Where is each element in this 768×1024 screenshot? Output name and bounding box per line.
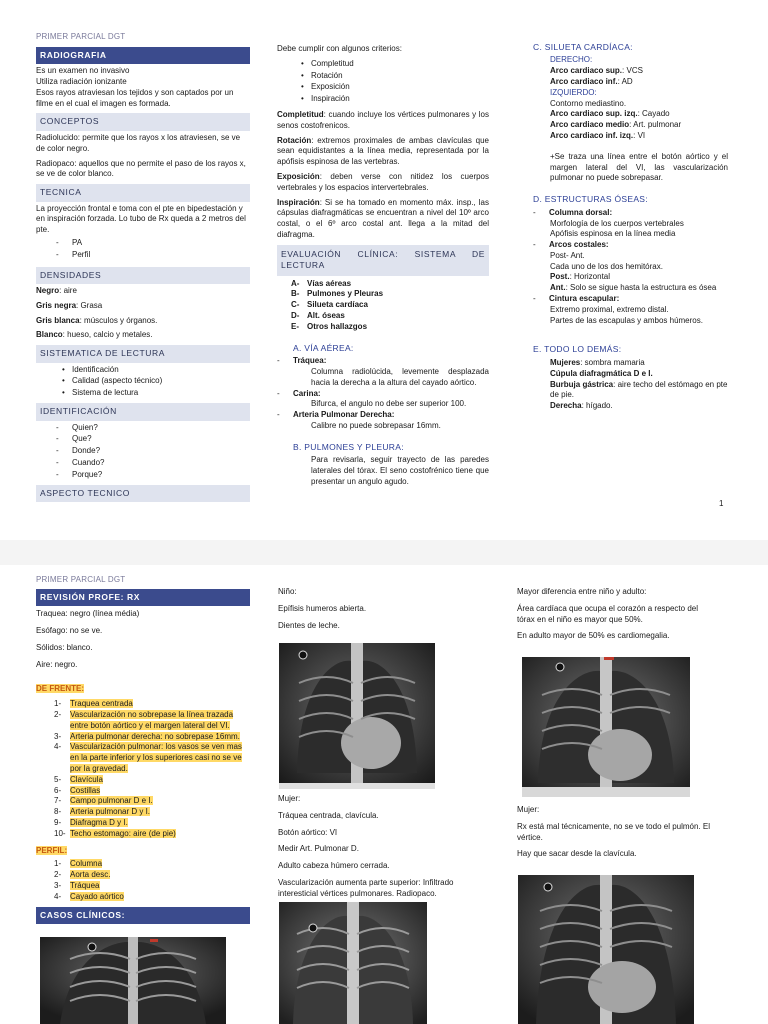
radiografia-line: Utiliza radiación ionizante xyxy=(36,77,127,87)
label-derecho: DERECHO: xyxy=(550,55,593,65)
list-item: 6- Costillas xyxy=(54,785,101,795)
diferencia-line: En adulto mayor de 50% es cardiomegalia. xyxy=(517,631,670,641)
chest-xray-image xyxy=(279,902,427,1024)
mujer-line: Hay que sacar desde la clavícula. xyxy=(517,849,637,859)
section-aspecto-tecnico: ASPECTO TECNICO xyxy=(36,485,250,502)
list-item: A- Vías aéreas xyxy=(291,278,352,288)
page-number: 1 xyxy=(719,499,724,508)
arco-row: Arco cardiaco inf.: AD xyxy=(550,77,633,87)
list-item: B- Pulmones y Pleuras xyxy=(291,289,384,299)
list-item: E- Otros hallazgos xyxy=(291,321,368,331)
section-tecnica: TECNICA xyxy=(36,184,250,201)
criterios-intro: Debe cumplir con algunos criterios: xyxy=(277,44,402,53)
list-item: - Tráquea : xyxy=(277,356,327,366)
densidad-row: Gris blanca: músculos y órganos. xyxy=(36,315,158,325)
list-item: - Donde? xyxy=(72,446,250,457)
cintura-line: Extremo proximal, extremo distal. xyxy=(550,304,669,314)
carina-text: Bifurca, el angulo no debe ser superior 100. xyxy=(311,399,467,409)
todo-row: Derecha: hígado. xyxy=(550,401,613,411)
list-item: • Exposición xyxy=(311,82,489,93)
page2-right-column xyxy=(517,587,717,646)
list-item: 5- Clavícula xyxy=(54,774,103,784)
tecnica-text: La proyección frontal e toma con el pte en bipedestación y en inspiración forzada. Lo tubo de Rx queda a 2 metros del pte. xyxy=(36,203,246,235)
heading-silueta: C. SILUETA CARDÍACA: xyxy=(533,42,633,52)
arco-row: Arco cardiaco sup.: VCS xyxy=(550,66,643,76)
arcos-post: Post.: Horizontal xyxy=(550,272,611,282)
radiografia-line: Esos rayos atraviesan los tejidos y son captados por un filme en el cual el imagen es formada. xyxy=(36,87,234,108)
todo-row: Burbuja gástrica: aire techo del estómago en pte de pie. xyxy=(550,379,728,400)
criterio-paragraph: Exposición: deben verse con nitidez los cuerpos vertebrales y los espacios intervertebrales. xyxy=(277,171,489,192)
columna-line: Apófisis espinosa en la línea media xyxy=(550,229,676,239)
chest-xray-image xyxy=(518,875,694,1024)
page2-middle-mujer xyxy=(278,794,478,904)
section-densidades: DENSIDADES xyxy=(36,267,250,284)
list-item: - Columna dorsal : xyxy=(533,207,613,217)
page1-left-column xyxy=(36,32,250,504)
todo-row: Cúpula diafragmática D e I. xyxy=(550,368,653,378)
page-gap xyxy=(0,540,768,565)
page2-left-column xyxy=(36,575,250,926)
densidad-row: Blanco: hueso, calcio y metales. xyxy=(36,330,153,340)
xray-graphic xyxy=(279,643,435,789)
revision-line: Aire: negro. xyxy=(36,659,78,669)
diferencia-line: Mayor diferencia entre niño y adulto: xyxy=(517,587,647,596)
list-item: C- Silueta cardíaca xyxy=(291,300,368,310)
revision-line: Traquea: negro (línea média) xyxy=(36,609,140,619)
concepto-radiolucido: Radiolucido: permite que los rayos x los atraviesen, se ve de color negro. xyxy=(36,132,241,153)
list-item: 2- Vascularización no sobrepase la línea trazada entre botón aórtico y el margen lateral del VI. xyxy=(54,710,234,730)
heading-pulmones: B. PULMONES Y PLEURA: xyxy=(293,441,404,452)
arcos-line: Post- Ant. xyxy=(550,250,585,260)
nino-line: Niño: xyxy=(278,587,297,596)
list-item: - Cuando? xyxy=(72,458,250,469)
chest-xray-image xyxy=(279,643,435,789)
section-conceptos: CONCEPTOS xyxy=(36,113,250,130)
section-identificacion: IDENTIFICACIÓN xyxy=(36,403,250,420)
page1-right-column xyxy=(533,40,728,412)
radiografia-line: Es un examen no invasivo xyxy=(36,66,130,76)
heading-via-aerea: A. VÍA AÉREA: xyxy=(293,342,354,353)
contorno-text: Contorno mediastino. xyxy=(550,98,627,108)
document-page-2 xyxy=(0,565,768,1024)
revision-line: Esófago: no se ve. xyxy=(36,626,103,636)
list-item: - Porque? xyxy=(72,470,250,481)
section-revision-profe: REVISIÓN PROFE: RX xyxy=(36,589,250,606)
revision-line: Sólidos: blanco. xyxy=(36,642,93,652)
list-item: - Que? xyxy=(72,434,250,445)
arcos-line: Cada uno de los dos hemitórax. xyxy=(550,261,663,271)
list-item: - Perfil xyxy=(72,250,250,261)
mujer-line: Vascularización aumenta parte superior: Infiltrado interesticial vértices pulmonares. Radiopaco. xyxy=(278,877,454,898)
section-casos-clinicos: CASOS CLÍNICOS: xyxy=(36,907,250,924)
densidad-row: Gris negra: Grasa xyxy=(36,300,103,310)
list-item: - Arteria Pulmonar Derecha : xyxy=(277,410,395,420)
list-item: • Rotación xyxy=(311,71,489,82)
list-item: 1- Traquea centrada xyxy=(54,699,133,709)
list-item: D- Alt. óseas xyxy=(291,311,345,321)
page-header: PRIMER PARCIAL DGT xyxy=(36,575,126,584)
arcos-ant: Ant.: Solo se sigue hasta la estructura es ósea xyxy=(550,283,717,293)
list-item: 10- Techo estomago: aire (de pie) xyxy=(54,828,176,838)
list-item: • Identificación xyxy=(72,365,250,376)
list-item: 3- Tráquea xyxy=(54,881,100,890)
list-item: 4- Vascularización pulmonar: los vasos se ven mas en la parte inferior y los superiores casi no se ve por la gravedad. xyxy=(54,742,242,774)
arteria-text: Calibre no puede sobrepasar 16mm. xyxy=(311,420,441,430)
list-item: 2- Aorta desc. xyxy=(54,870,111,880)
mujer-line: Tráquea centrada, clavícula. xyxy=(278,810,379,820)
heading-de-frente: DE FRENTE: xyxy=(36,684,84,694)
criterio-paragraph: Completitud: cuando incluye los vértices pulmonares y los senos costofrenicos. xyxy=(277,109,489,130)
nota-text: +Se traza una línea entre el botón aórtico y el margen lateral del VI, las vascularización pulmonar no puede sobrepasar. xyxy=(550,151,728,183)
diferencia-line: Área cardíaca que ocupa el corazón a respecto del tórax en el niño es mayor que 50%. xyxy=(517,603,699,624)
heading-todo-lo-demas: E. TODO LO DEMÁS: xyxy=(533,344,622,355)
criterio-paragraph: Inspiración: Si se ha tomado en momento máx. insp., las cápsulas diafragmáticas se encuentran a nivel del 10º arco costal, o el 6º arco costal ant. llega a la mitad del diafragma. xyxy=(277,197,489,239)
section-evaluacion-clinica: EVALUACIÓN CLÍNICA: SISTEMA DE LECTURA xyxy=(277,245,489,276)
densidad-row: Negro: aire xyxy=(36,286,77,296)
list-item: 9- Diafragma D y I. xyxy=(54,818,128,828)
list-item: - Arcos costales : xyxy=(533,240,609,250)
section-sistematica: SISTEMATICA DE LECTURA xyxy=(36,345,250,362)
cintura-line: Partes de las escapulas y ambos húmeros. xyxy=(550,315,703,325)
pulmones-text: Para revisarla, seguir trayecto de las paredes laterales del tórax. El seno costofrénico tiene que presentar un angulo agudo. xyxy=(311,455,489,486)
list-item: • Completitud xyxy=(311,59,489,70)
list-item: • Sistema de lectura xyxy=(72,388,250,399)
arco-row: Arco cardiaco medio: Art. pulmonar xyxy=(550,120,682,130)
page-header: PRIMER PARCIAL DGT xyxy=(36,32,126,41)
list-item: 7- Campo pulmonar D e I. xyxy=(54,796,153,806)
columna-line: Morfología de los cuerpos vertebrales xyxy=(550,218,684,228)
mujer-line: Mujer: xyxy=(517,805,540,814)
section-radiografia: RADIOGRAFIA xyxy=(36,47,250,64)
list-item: - PA xyxy=(72,238,250,249)
nino-line: Dientes de leche. xyxy=(278,620,340,630)
list-item: 4- Cayado aórtico xyxy=(54,891,124,901)
list-item: - Cintura escapular : xyxy=(533,294,620,304)
traquea-text: Columna radiolúcida, levemente desplazada hacia la derecha a la altura del cayado aórtico. xyxy=(311,366,489,387)
xray-graphic xyxy=(522,657,690,797)
chest-xray-image xyxy=(522,657,690,797)
list-item: - Carina : xyxy=(277,388,321,398)
arco-row: Arco cardiaco inf. izq.: VI xyxy=(550,131,646,141)
heading-estructuras-oseas: D. ESTRUCTURAS ÓSEAS: xyxy=(533,194,648,205)
mujer-line: Adulto cabeza húmero cerrada. xyxy=(278,861,390,871)
page1-middle-column xyxy=(277,44,489,488)
mujer-line: Rx está mal técnicamente, no se ve todo el pulmón. El vértice. xyxy=(517,821,710,842)
xray-graphic xyxy=(40,937,226,1024)
xray-graphic xyxy=(279,902,427,1024)
mujer-line: Botón aórtico: VI xyxy=(278,827,338,837)
xray-graphic xyxy=(518,875,694,1024)
label-izquierdo: IZQUIERDO: xyxy=(550,87,597,97)
list-item: 3- Arteria pulmonar derecha: no sobrepase 16mm. xyxy=(54,731,240,741)
chest-xray-image xyxy=(40,937,226,1024)
list-item: 8- Arteria pulmonar D y I. xyxy=(54,807,151,817)
list-item: - Quien? xyxy=(72,423,250,434)
criterio-paragraph: Rotación: extremos proximales de ambas clavículas que sean equidistantes a la línea media, representada por la apófisis espinosa de las vertebras. xyxy=(277,135,489,167)
list-item: • Inspiración xyxy=(311,94,489,105)
list-item: 1- Columna xyxy=(54,859,103,869)
page2-middle-column xyxy=(278,587,478,635)
arco-row: Arco cardiaco sup. izq.: Cayado xyxy=(550,109,670,119)
mujer-line: Medir Art. Pulmonar D. xyxy=(278,844,359,854)
mujer-line: Mujer: xyxy=(278,794,301,803)
list-item: • Calidad (aspecto técnico) xyxy=(72,376,250,387)
concepto-radiopaco: Radiopaco: aquellos que no permite el paso de los rayos x, se ve de color blanco. xyxy=(36,158,246,179)
heading-perfil: PERFIL: xyxy=(36,845,68,855)
todo-row: Mujeres: sombra mamaria xyxy=(550,357,645,367)
page2-right-mujer xyxy=(517,805,717,864)
nino-line: Epífisis humeros abierta. xyxy=(278,603,367,613)
